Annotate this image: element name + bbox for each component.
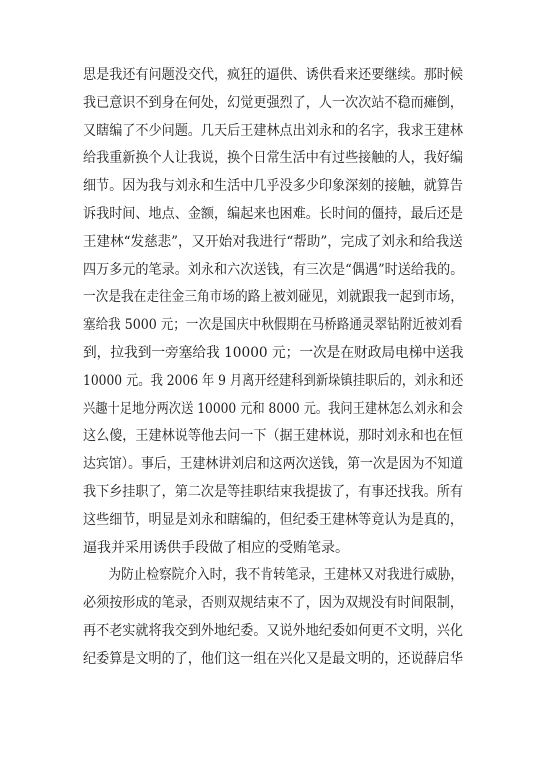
text-line: 这么傻，王建林说等他去问一下（据王建林说，那时刘永和也在恒 (83, 428, 463, 445)
text-line: 再不老实就将我交到外地纪委。又说外地纪委如何更不文明，兴化 (83, 622, 463, 639)
body-text (83, 62, 463, 674)
text-line: 思是我还有问题没交代，疯狂的逼供、诱供看来还要继续。那时候 (83, 67, 463, 83)
text-line: 10000 元。我 2006 年 9 月离开经建科到新垛镇挂职后的，刘永和还 (83, 372, 464, 389)
text-line: 王建林“发慈悲”，又开始对我进行“帮助”，完成了刘永和给我送 (83, 233, 463, 250)
paragraph-start-line: 为防止检察院介入时，我不肯转笔录，王建林又对我进行威胁， (108, 567, 463, 584)
text-line: 纪委算是文明的了，他们这一组在兴化又是最文明的，还说薛启华 (83, 650, 463, 667)
text-line: 这些细节，明显是刘永和瞎编的，但纪委王建林等竟认为是真的， (83, 511, 463, 528)
text-line: 达宾馆）。事后，王建林讲刘启和这两次送钱，第一次是因为不知道 (83, 456, 463, 473)
text-line: 我已意识不到身在何处，幻觉更强烈了，人一次次站不稳而瘫倒， (83, 94, 463, 111)
text-line: 一次是我在走往金三角市场的路上被刘碰见，刘就跟我一起到市场， (83, 289, 463, 306)
text-line: 我下乡挂职了，第二次是等挂职结束我提拔了，有事还找我。所有 (83, 483, 463, 500)
text-line: 必须按形成的笔录，否则双规结束不了，因为双规没有时间限制， (83, 595, 463, 612)
text-line: 到，拉我到一旁塞给我 10000 元；一次是在财政局电梯中送我 (83, 344, 464, 361)
text-line: 又瞎编了不少问题。几天后王建林点出刘永和的名字，我求王建林 (83, 122, 463, 139)
text-line: 给我重新换个人让我说，换个日常生活中有过些接触的人，我好编 (83, 150, 463, 167)
text-line: 四万多元的笔录。刘永和六次送钱，有三次是“偶遇”时送给我的。 (83, 261, 464, 278)
text-line: 诉我时间、地点、金额，编起来也困难。长时间的僵持，最后还是 (83, 205, 463, 222)
text-line: 逼我并采用诱供手段做了相应的受贿笔录。 (83, 539, 349, 556)
text-line: 塞给我 5000 元；一次是国庆中秋假期在马桥路通灵翠钻附近被刘看 (83, 317, 463, 334)
text-line: 兴趣十足地分两次送 10000 元和 8000 元。我问王建林怎么刘永和会 (83, 400, 463, 417)
text-line: 细节。因为我与刘永和生活中几乎没多少印象深刻的接触，就算告 (83, 178, 463, 195)
